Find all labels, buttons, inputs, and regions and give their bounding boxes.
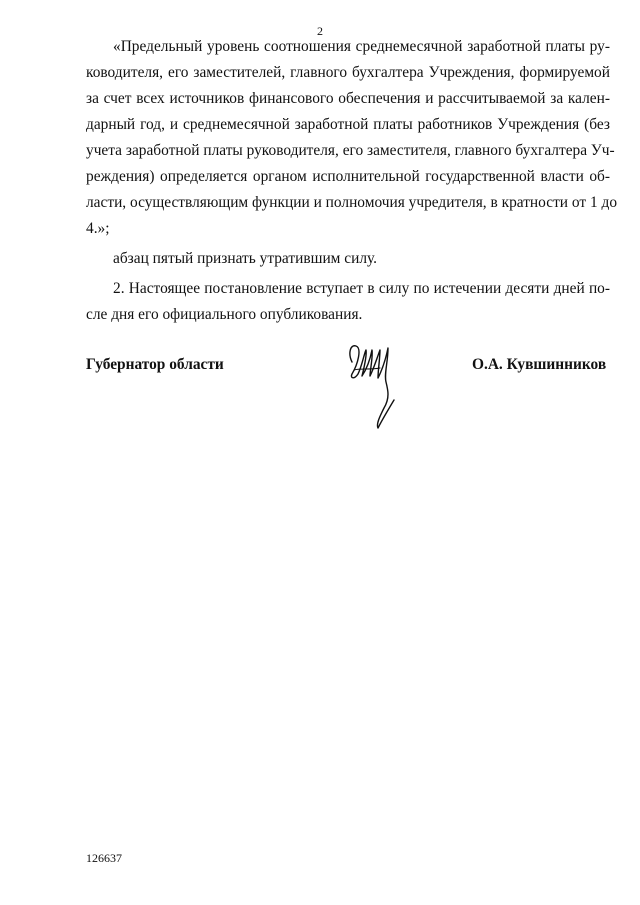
paragraph1-line-5: учета заработной платы руководителя, его заместителя, главного бухгалтера Уч-	[86, 142, 615, 159]
paragraph1-line-4: дарный год, и среднемесячной заработной платы работников Учреждения (без	[86, 116, 610, 133]
paragraph3-line-2: сле дня его официального опубликования.	[86, 306, 363, 323]
paragraph1-line-3: за счет всех источников финансового обеспечения и рассчитываемой за кален-	[86, 90, 610, 107]
signatory-title: Губернатор области	[86, 356, 224, 373]
signatory-name: О.А. Кувшинников	[472, 356, 607, 373]
paragraph1-line-1: «Предельный уровень соотношения среднемесячной заработной платы ру-	[113, 38, 610, 55]
paragraph1-line-7: ласти, осуществляющим функции и полномочия учредителя, в кратности от 1 до	[86, 194, 618, 211]
paragraph1-line-6: реждения) определяется органом исполнительной государственной власти об-	[86, 168, 610, 185]
document-code: 126637	[86, 851, 122, 865]
handwritten-signature	[340, 334, 412, 434]
document-body	[86, 34, 618, 328]
page-number: 2	[317, 24, 323, 38]
paragraph2: абзац пятый признать утратившим силу.	[113, 250, 378, 267]
paragraph1-line-2: ководителя, его заместителей, главного бухгалтера Учреждения, формируемой	[86, 64, 610, 81]
paragraph3-line-1: 2. Настоящее постановление вступает в силу по истечении десяти дней по-	[113, 280, 610, 297]
paragraph1-line-8: 4.»;	[86, 220, 110, 237]
